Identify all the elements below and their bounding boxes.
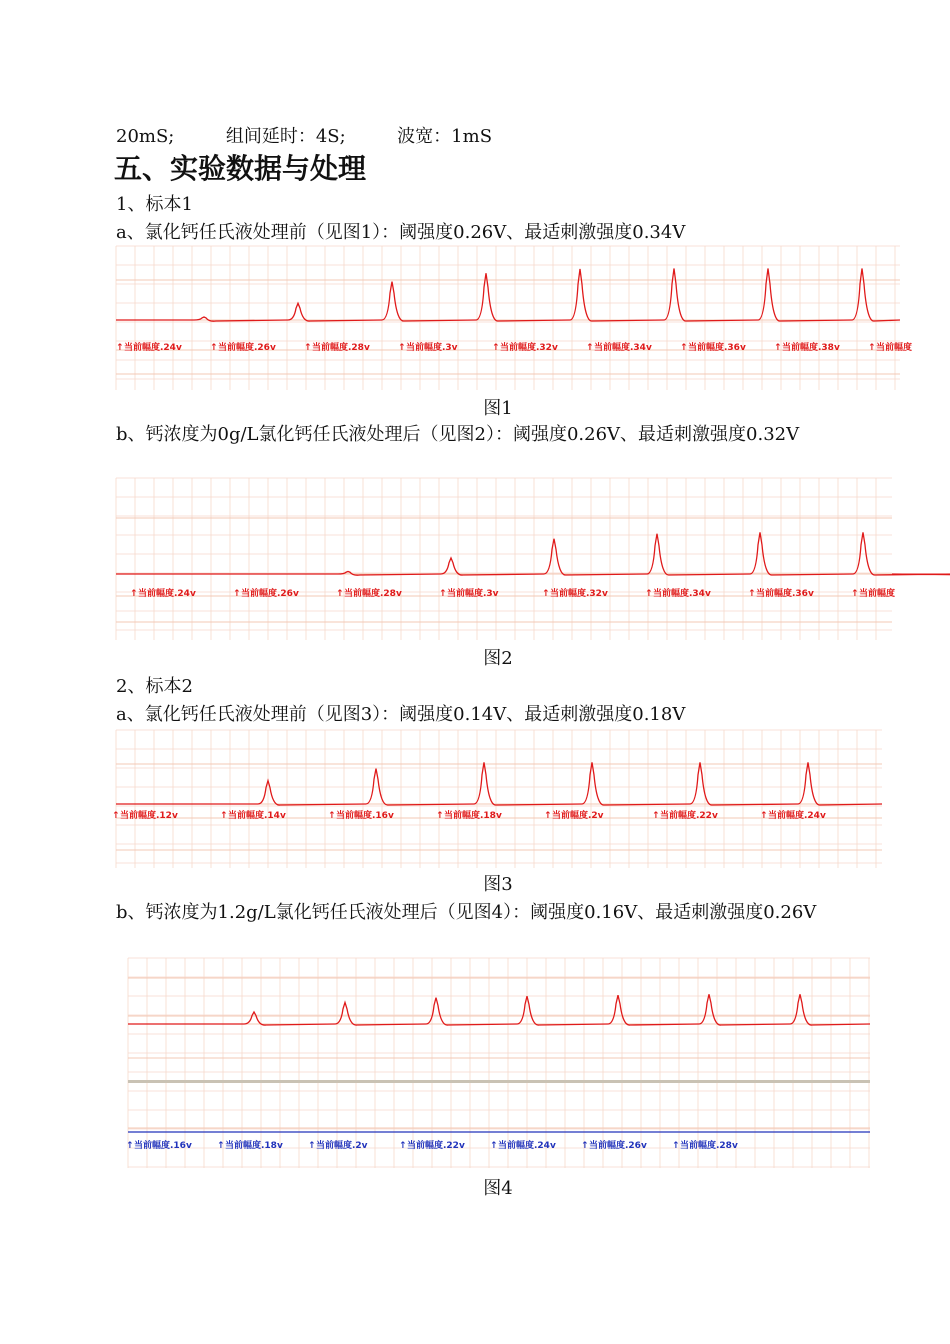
marker-label: 当前幅度.18v — [444, 811, 502, 821]
specimen2-a-text: a、氯化钙任氏液处理前（见图3）：阈强度0.14V、最适刺激强度0.18V — [116, 704, 686, 725]
marker-label: 当前幅度.2v — [316, 1141, 368, 1151]
header-part-pulse-width: 波宽：1mS — [397, 126, 493, 147]
marker-arrow: ↑ — [436, 811, 444, 821]
grid — [116, 478, 892, 640]
marker-arrow: ↑ — [774, 343, 782, 353]
figure-2 — [116, 478, 896, 640]
marker-label: 当前幅度.18v — [225, 1141, 283, 1151]
header-line — [116, 126, 492, 148]
marker-arrow: ↑ — [544, 811, 552, 821]
marker-arrow: ↑ — [652, 811, 660, 821]
figure-1 — [116, 246, 913, 390]
marker-arrow: ↑ — [217, 1141, 225, 1151]
marker-label: 当前幅度.3v — [406, 343, 458, 353]
figure-2-trace — [116, 478, 896, 640]
marker-label: 当前幅度.3v — [447, 589, 499, 599]
figure-1-trace — [116, 246, 913, 390]
marker-label: 当前幅度.36v — [756, 589, 814, 599]
marker-arrow: ↑ — [328, 811, 336, 821]
trace-line — [128, 994, 870, 1025]
marker-arrow: ↑ — [210, 343, 218, 353]
figure-4-caption: 图4 — [483, 1178, 513, 1199]
marker-arrow: ↑ — [586, 343, 594, 353]
marker-label: 当前幅度.28v — [344, 589, 402, 599]
marker-arrow: ↑ — [116, 343, 124, 353]
marker-label: 当前幅度.34v — [594, 343, 652, 353]
marker-arrow: ↑ — [760, 811, 768, 821]
marker-arrow: ↑ — [399, 1141, 407, 1151]
marker-label: 当前幅度.38v — [782, 343, 840, 353]
marker-label: 当前幅度.32v — [550, 589, 608, 599]
marker-label: 当前幅度.26v — [241, 589, 299, 599]
marker-arrow: ↑ — [492, 343, 500, 353]
marker-label: 当前幅度.26v — [218, 343, 276, 353]
marker-arrow: ↑ — [851, 589, 859, 599]
marker-arrow: ↑ — [304, 343, 312, 353]
marker-label: 当前幅度.28v — [680, 1141, 738, 1151]
marker-arrow: ↑ — [680, 343, 688, 353]
figure-4-trace — [128, 958, 870, 1168]
marker-arrow: ↑ — [581, 1141, 589, 1151]
marker-label: 当前幅度.24v — [768, 811, 826, 821]
marker-label: 当前幅度 — [876, 343, 913, 353]
section-title: 五、实验数据与处理 — [114, 152, 367, 185]
marker-label: 当前幅度.22v — [660, 811, 718, 821]
marker-label: 当前幅度.32v — [500, 343, 558, 353]
marker-label: 当前幅度.34v — [653, 589, 711, 599]
marker-label: 当前幅度.28v — [312, 343, 370, 353]
marker-label: 当前幅度.24v — [498, 1141, 556, 1151]
figure-3-trace — [112, 730, 882, 868]
marker-arrow: ↑ — [233, 589, 241, 599]
grid — [116, 246, 900, 390]
marker-label: 当前幅度.16v — [134, 1141, 192, 1151]
marker-label: 当前幅度.26v — [589, 1141, 647, 1151]
marker-label: 当前幅度.12v — [120, 811, 178, 821]
trace-line — [116, 762, 882, 805]
marker-arrow: ↑ — [490, 1141, 498, 1151]
marker-arrow: ↑ — [868, 343, 876, 353]
header-part-sampling: 20mS; — [116, 126, 175, 147]
figure-4 — [128, 958, 870, 1168]
marker-arrow: ↑ — [645, 589, 653, 599]
figure-1-caption: 图1 — [483, 398, 513, 419]
figure-2-caption: 图2 — [483, 648, 513, 669]
marker-arrow: ↑ — [398, 343, 406, 353]
marker-label: 当前幅度.2v — [552, 811, 604, 821]
marker-arrow: ↑ — [220, 811, 228, 821]
specimen1-title: 1、标本1 — [116, 194, 193, 215]
marker-label: 当前幅度.16v — [336, 811, 394, 821]
trace-line — [116, 268, 900, 321]
marker-arrow: ↑ — [130, 589, 138, 599]
grid — [128, 958, 870, 1168]
marker-label: 当前幅度.14v — [228, 811, 286, 821]
specimen2-title: 2、标本2 — [116, 676, 193, 697]
figure-3 — [112, 730, 882, 868]
specimen1-a-text: a、氯化钙任氏液处理前（见图1）：阈强度0.26V、最适刺激强度0.34V — [116, 222, 686, 243]
marker-arrow: ↑ — [748, 589, 756, 599]
marker-label: 当前幅度.22v — [407, 1141, 465, 1151]
marker-arrow: ↑ — [308, 1141, 316, 1151]
marker-label: 当前幅度.24v — [124, 343, 182, 353]
marker-arrow: ↑ — [112, 811, 120, 821]
figure-3-caption: 图3 — [483, 874, 513, 895]
marker-arrow: ↑ — [126, 1141, 134, 1151]
specimen1-b-text: b、钙浓度为0g/L氯化钙任氏液处理后（见图2）：阈强度0.26V、最适刺激强度0.32V — [116, 424, 800, 445]
marker-label: 当前幅度.36v — [688, 343, 746, 353]
marker-arrow: ↑ — [439, 589, 447, 599]
divider-band — [128, 1080, 870, 1083]
grid — [116, 730, 882, 868]
marker-arrow: ↑ — [336, 589, 344, 599]
marker-arrow: ↑ — [672, 1141, 680, 1151]
header-part-group-delay: 组间延时：4S; — [225, 126, 346, 147]
marker-label: 当前幅度 — [859, 589, 896, 599]
marker-label: 当前幅度.24v — [138, 589, 196, 599]
marker-arrow: ↑ — [542, 589, 550, 599]
specimen2-b-text: b、钙浓度为1.2g/L氯化钙任氏液处理后（见图4）：阈强度0.16V、最适刺激强度0.26V — [116, 902, 817, 923]
